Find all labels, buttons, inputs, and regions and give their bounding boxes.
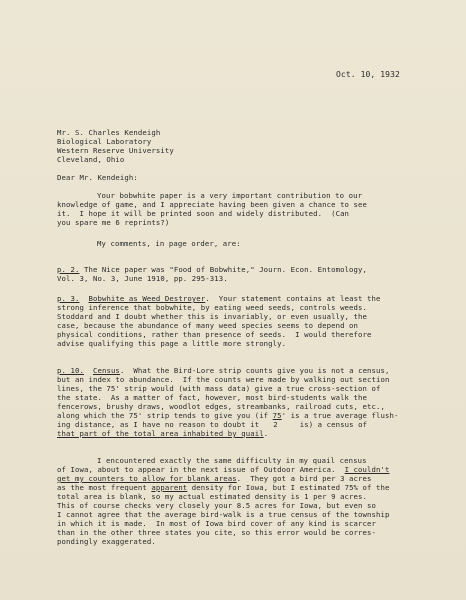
final-line-3-underlined: get my counters to allow for blank areas bbox=[57, 474, 237, 483]
final-line-3 bbox=[57, 474, 372, 483]
final-line-2 bbox=[57, 465, 390, 474]
final-line-5: total area is blank, so my actual estimated density is 1 per 9 acres. bbox=[57, 492, 368, 501]
comment-1-line-2: Vol. 3, No. 3, June 1910, pp. 295-313. bbox=[57, 274, 228, 283]
addressee-name: Mr. S. Charles Kendeigh bbox=[57, 128, 161, 137]
final-line-4b: density for Iowa, but I estimated 75% of the bbox=[187, 483, 390, 492]
comment-1-text: The Nice paper was "Food of Bobwhite," Journ. Econ. Entomology, bbox=[79, 265, 368, 274]
final-line-3b: . They got a bird per 3 acres bbox=[236, 474, 372, 483]
comment-3-ref: p. 10. bbox=[57, 366, 84, 375]
intro-line-2: knowledge of game, and I appreciate having been given a chance to see bbox=[57, 200, 368, 209]
final-line-4a: as the most frequent bbox=[57, 483, 152, 492]
comment-2-ref: p. 3. bbox=[57, 294, 80, 303]
comment-3-line-3: lines, the 75' strip would (with mass data) give a true cross-section of bbox=[57, 384, 381, 393]
comment-3-line-8 bbox=[57, 429, 268, 438]
comment-2-line-2: strong inference that bobwhite, by eating weed seeds, controls weeds. bbox=[57, 303, 368, 312]
final-line-6: This of course checks very closely your 8.5 acres for Iowa, but even so bbox=[57, 501, 377, 510]
comment-2-line-3: Stoddard and I doubt whether this is invariably, or even usually, the bbox=[57, 312, 368, 321]
intro-line-3: it. I hope it will be printed soon and widely distributed. (Can bbox=[57, 209, 350, 218]
comment-3-line-7b: 2 bbox=[273, 420, 278, 429]
intro-line-1: Your bobwhite paper is a very important contribution to our bbox=[97, 191, 363, 200]
comment-3-line-1 bbox=[57, 366, 390, 375]
letter-date: Oct. 10, 1932 bbox=[336, 70, 400, 79]
comment-3-line-8-underlined: that part of the total area inhabited by quail bbox=[57, 429, 264, 438]
final-line-4-underlined: apparent bbox=[151, 483, 188, 492]
addressee-department: Biological Laboratory bbox=[57, 137, 152, 146]
comment-2-line-1 bbox=[57, 294, 381, 303]
final-line-8: in which it is made. In most of Iowa bird cover of any kind is scarcer bbox=[57, 519, 377, 528]
comment-3-line-4: the state. As a matter of fact, however, most bird-students walk the bbox=[57, 393, 368, 402]
comment-3-text: . What the Bird-Lore strip counts give you is not a census, bbox=[119, 366, 390, 375]
comment-3-line-6b: ' is a true average flush- bbox=[281, 411, 399, 420]
comment-3-line-6 bbox=[57, 411, 399, 420]
final-line-9: than in the other three states you cite, so this error would be corres- bbox=[57, 528, 377, 537]
intro-line-4: you spare me 6 reprints?) bbox=[57, 218, 170, 227]
comment-1-line-1 bbox=[57, 265, 367, 274]
final-line-4 bbox=[57, 483, 390, 492]
comment-2-heading: Bobwhite as Weed Destroyer bbox=[88, 294, 206, 303]
comment-3-line-7c: is) a census of bbox=[299, 420, 368, 429]
addressee-institution: Western Reserve University bbox=[57, 146, 174, 155]
comment-3-line-6-underlined: 75 bbox=[272, 411, 282, 420]
salutation: Dear Mr. Kendeigh: bbox=[57, 173, 138, 182]
comment-1-ref: p. 2. bbox=[57, 265, 80, 274]
comments-intro: My comments, in page order, are: bbox=[97, 239, 241, 248]
comment-3-line-7a: ing distance, as I have no reason to doubt it bbox=[57, 420, 260, 429]
comment-2-line-4: case, because the abundance of many weed species seems to depend on bbox=[57, 321, 359, 330]
comment-3-line-8-end: . bbox=[263, 429, 269, 438]
comment-3-line-2: but an index to abundance. If the counts were made by walking out section bbox=[57, 375, 390, 384]
comment-2-line-6: advise qualifying this page a little more strongly. bbox=[57, 339, 287, 348]
comment-3-line-5: fencerows, brushy draws, woodlot edges, streambanks, railroad cuts, etc., bbox=[57, 402, 385, 411]
final-line-1: I encountered exactly the same difficulty in my quail census bbox=[97, 456, 367, 465]
final-line-2a: of Iowa, about to appear in the next issue of Outdoor America. bbox=[57, 465, 345, 474]
addressee-city: Cleveland, Ohio bbox=[57, 155, 125, 164]
final-line-2-underlined: I couldn't bbox=[344, 465, 390, 474]
comment-2-text: . Your statement contains at least the bbox=[205, 294, 381, 303]
comment-3-line-6a: along which the 75' strip tends to give you (if bbox=[57, 411, 273, 420]
final-line-10: pondingly exaggerated. bbox=[57, 537, 156, 546]
comment-3-heading: Census bbox=[92, 366, 120, 375]
comment-2-line-5: physical conditions, rather than presence of seeds. I would therefore bbox=[57, 330, 372, 339]
final-line-7: I cannot agree that the average bird-walk is a true census of the township bbox=[57, 510, 390, 519]
comment-3-line-7 bbox=[57, 420, 367, 429]
